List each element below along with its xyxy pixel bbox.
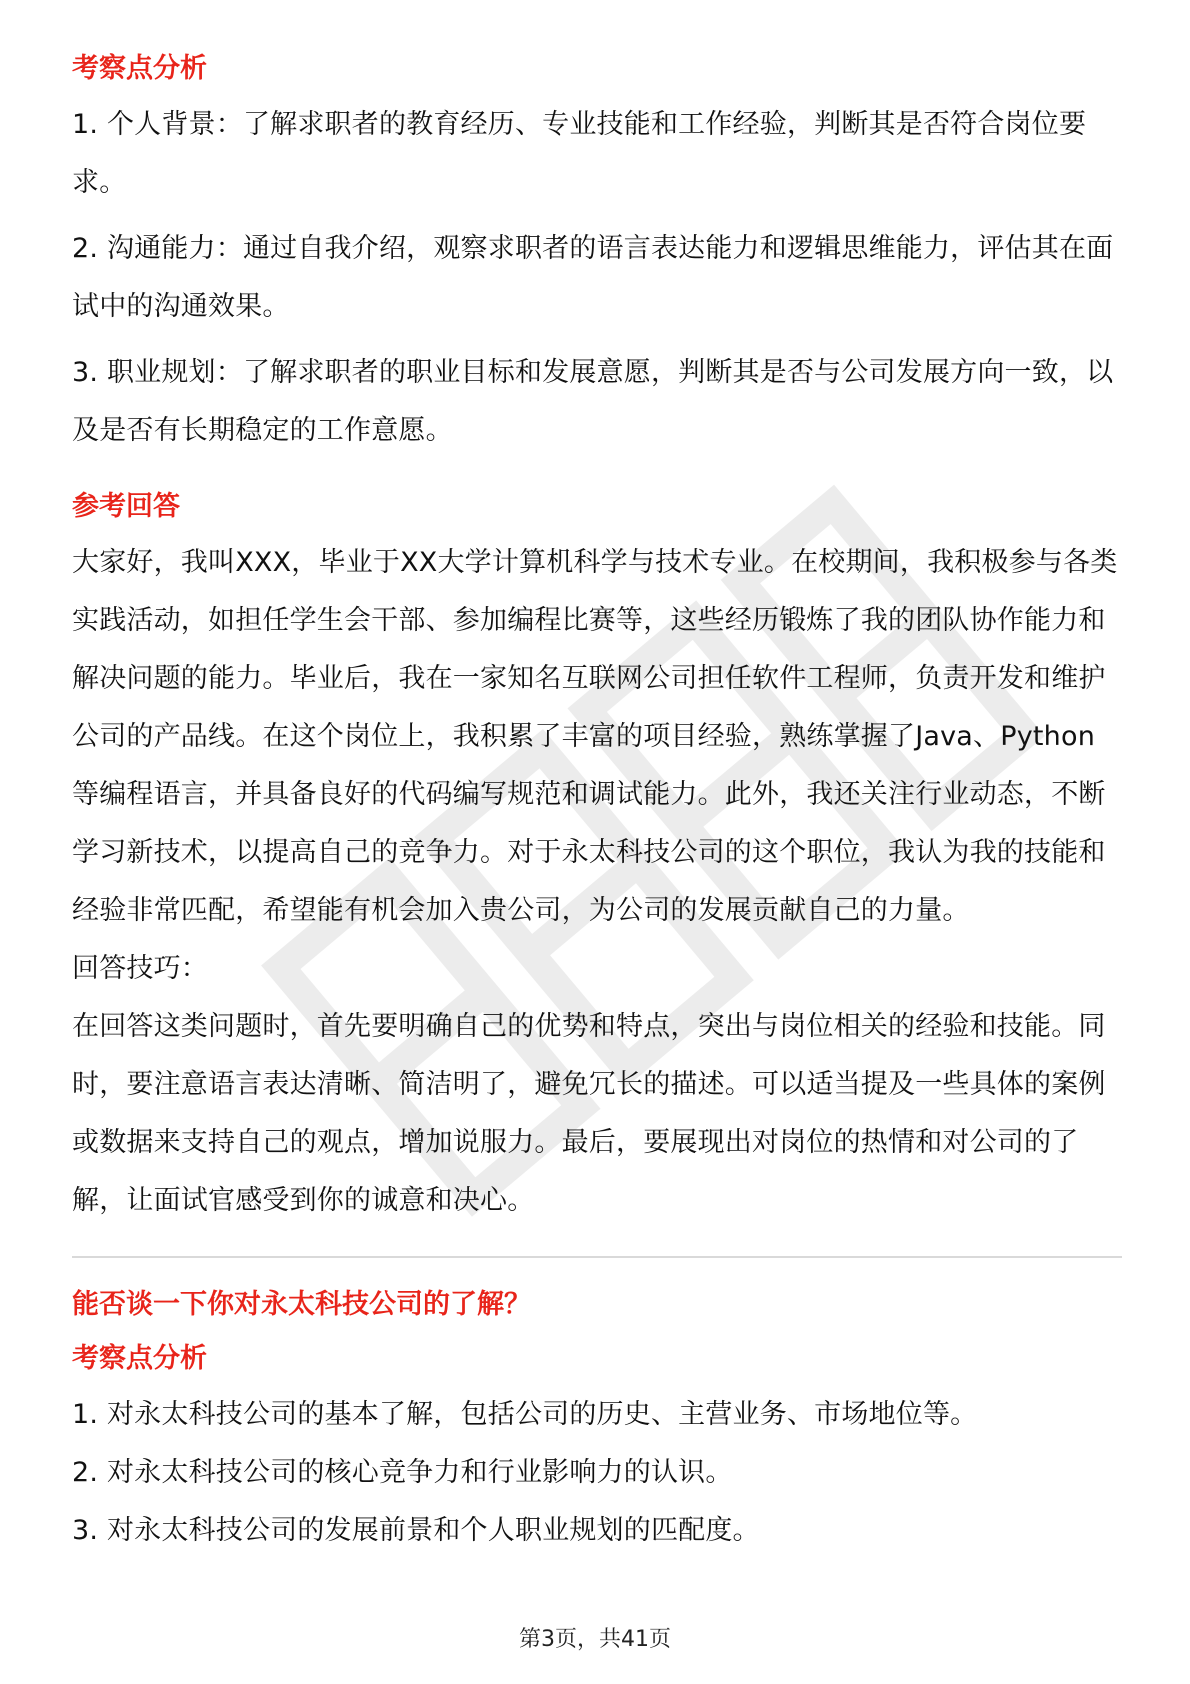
tips-label: 回答技巧： [72,953,208,984]
section-divider [72,1256,1122,1258]
section-heading-analysis-2: 考察点分析 [72,1343,207,1374]
analysis-point-2-1: 1. 对永太科技公司的基本了解，包括公司的历史、主营业务、市场地位等。 [72,1399,978,1430]
analysis-point-3: 3. 职业规划：了解求职者的职业目标和发展意愿，判断其是否与公司发展方向一致，以及是否有长期稳定的工作意愿。 [72,357,1114,446]
section-heading-analysis: 考察点分析 [72,53,207,84]
analysis-point-2: 2. 沟通能力：通过自我介绍，观察求职者的语言表达能力和逻辑思维能力，评估其在面试中的沟通效果。 [72,233,1114,322]
question-heading: 能否谈一下你对永太科技公司的了解？ [72,1289,531,1320]
analysis-point-1: 1. 个人背景：了解求职者的教育经历、专业技能和工作经验，判断其是否符合岗位要求。 [72,109,1087,198]
tips-text: 在回答这类问题时，首先要明确自己的优势和特点，突出与岗位相关的经验和技能。同时，要注意语言表达清晰、简洁明了，避免冗长的描述。可以适当提及一些具体的案例或数据来支持自己的观点，增加说服力。最后，要展现出对岗位的热情和对公司的了解，让面试官感受到你的诚意和决心。 [72,1011,1106,1216]
analysis-point-2-3: 3. 对永太科技公司的发展前景和个人职业规划的匹配度。 [72,1515,760,1546]
reference-answer: 大家好，我叫XXX，毕业于XX大学计算机科学与技术专业。在校期间，我积极参与各类实践活动，如担任学生会干部、参加编程比赛等，这些经历锻炼了我的团队协作能力和解决问题的能力。毕业后，我在一家知名互联网公司担任软件工程师，负责开发和维护公司的产品线。在这个岗位上，我积累了丰富的项目经验，熟练掌握了Java、Python等编程语言，并具备良好的代码编写规范和调试能力。此外，我还关注行业动态，不断学习新技术，以提高自己的竞争力。对于永太科技公司的这个职位，我认为我的技能和经验非常匹配，希望能有机会加入贵公司，为公司的发展贡献自己的力量。 [72,547,1118,926]
section-heading-answer: 参考回答 [72,491,180,522]
analysis-point-2-2: 2. 对永太科技公司的核心竞争力和行业影响力的认识。 [72,1457,733,1488]
page-number: 第3页，共41页 [519,1627,671,1652]
document-page [72,42,1122,1560]
